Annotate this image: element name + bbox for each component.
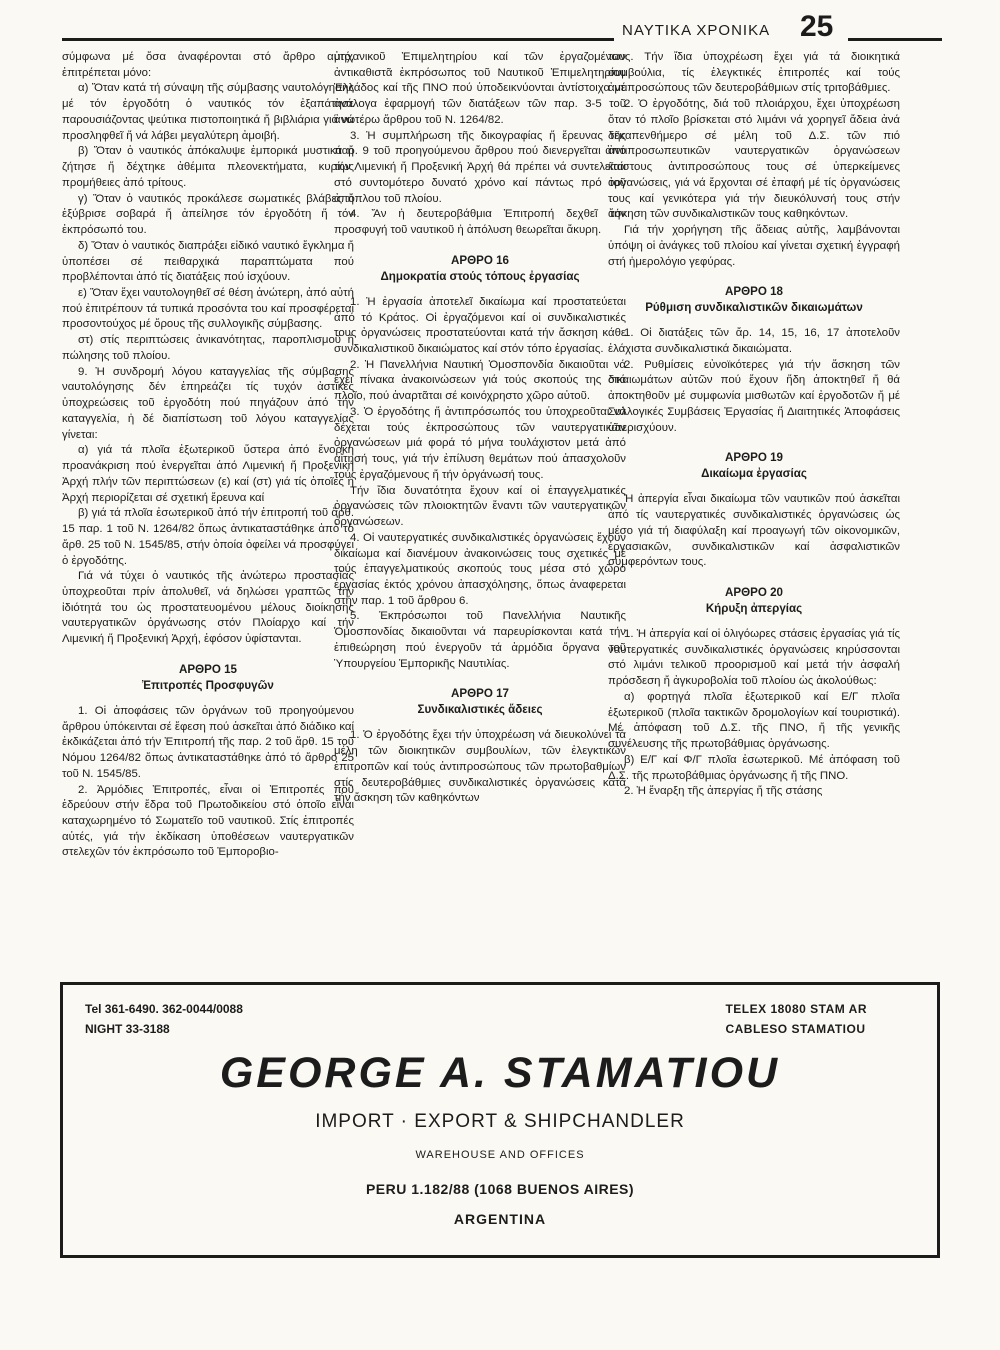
header-rule-right [848,38,942,41]
article-heading: ΑΡΘΡΟ 16 [451,253,509,267]
paragraph: γ) Ὅταν ὁ ναυτικός προκάλεσε σωματικές βλάβες ἤ ἐξύβρισε σοβαρά ἤ ἀπείλησε τόν ἐργοδότη ἤ τόν ἐκπρόσωπό του. [62,192,354,237]
header-rule-left [62,38,614,41]
article-heading: ΑΡΘΡΟ 20 [725,586,783,600]
ad-subtitle: IMPORT · EXPORT & SHIPCHANDLER [315,1111,685,1132]
paragraph: 1. Ἡ ἀπεργία καί οἱ ὀλιγόωρες στάσεις ἐργασίας γιά τίς ναυτεργατικές συνδικαλιστικές ὀργανώσεις κηρύσσονται στό λιμάνι τελικοῦ προορισμοῦ καί μετά τήν ἀσφαλή πρόσδεση ἤ ἀγκυροβολία τοῦ πλοίου ὡς ἀκολούθως: [608,628,900,688]
ad-night: NIGHT 33-3188 [85,1022,170,1037]
paragraph: 2. Ρυθμίσεις εὐνοϊκότερες γιά τήν ἄσκηση τῶν δικαιωμάτων αὐτῶν πού ἔχουν ἤδη ἀποκτηθεῖ ἤ θά ἀποκτηθοῦν μέ συμφωνία μισθωτῶν καί ἐργοδοτῶν ἤ μέ Συλλογικές Συμβάσεις Ἐργασίας ἤ Διαιτητικές Ἀποφάσεις ὑπερισχύουν. [608,358,900,434]
paragraph: 3. Ἡ συμπλήρωση τῆς δικογραφίας ἤ ἔρευνας τῆς παρ. 9 τοῦ προηγούμενου ἄρθρου πού διενεργεῖται ἀπό τήν Λιμενική ἤ Προξενική Ἀρχή θά πρέπει νά συντελεῖται στό συντομότερο δυνατό χρόνο καί πάντως πρό τοῦ ἀπόπλου τοῦ πλοίου. [334,129,626,205]
paragraph: 2. Ἡ ἔναρξη τῆς ἀπεργίας ἤ τῆς στάσης [624,785,823,798]
paragraph: 1. Οἱ ἀποφάσεις τῶν ὀργάνων τοῦ προηγούμενου ἄρθρου ὑπόκεινται σέ ἔφεση πού ἀσκεῖται ἀπό διάδικο καί ἐκδικάζεται ἀπό τήν Ἐπιτροπή τῆς παρ. 2 τοῦ ἄρθ. 15 τοῦ Νόμου 1264/82 ὅπως ἀντικαταστάθηκε ἀπό τό ἄρθρο 25 τοῦ Ν. 1545/85. [62,704,354,780]
paragraph: δ) Ὅταν ὁ ναυτικός διαπράξει εἰδικό ναυτικό ἔγκλημα ἤ ὑποπέσει σέ πειθαρχικά παραπτώματα πού προβλέπονται ἀπό τίς διατάξεις πού ἰσχύουν. [62,239,354,284]
paragraph: ε) Ὅταν ἔχει ναυτολογηθεῖ σέ θέση ἀνώτερη, ἀπό αὐτή πού ἐπιτρέπουν τά τυπικά προσόντα του καί προσφέρεται προσοντούχος μέ ὅρους τῆς συλλογικῆς σύμβασης. [62,287,354,331]
paragraph: Γιά νά τύχει ὁ ναυτικός τῆς ἀνώτερω προστασίας ὑποχρεοῦται πρίν ἀπολυθεῖ, νά δηλώσει γραπτῶς τήν ἰδιότητά του ὡς προστατευομένου μέλους διοίκησης ναυτεργατικῶν ὀργάνωσης στόν Πλοίαρχο καί τήν Λιμενική ἤ Προξενική Ἀρχή, ἐφόσον ὑφίστανται. [62,570,354,646]
paragraph: α) Ὅταν κατά τή σύναψη τῆς σύμβασης ναυτολόγησης μέ τόν ἐργοδότη ὁ ναυτικός τόν ἐξαπάτησε παρουσιάζοντας ψεύτικα πιστοποιητικά ἤ βιβλιάρια γιά νά προσληφθεῖ ἤ νά λάβει μεγαλύτερη ἀμοιβή. [62,82,354,142]
paragraph: 4. Οἱ ναυτεργατικές συνδικαλιστικές ὀργανώσεις ἔχουν δικαίωμα καί διανέμουν ἀνακοινώσεις τους σχετικές μέ τούς ἐπαγγελματικούς σκοπούς τους μέσα στό χῶρο ἐργασίας ἐκτός χρόνου ἀπασχόλησης, ὅπως ἀναφερεται στήν παρ. 1 τοῦ ἄρθρου 6. [334,531,626,607]
article-subheading: Ρύθμιση συνδικαλιστικῶν δικαιωμάτων [645,301,863,315]
page-number: 25 [800,10,834,43]
article-heading: ΑΡΘΡΟ 15 [179,662,237,676]
paragraph: α) φορτηγά πλοῖα ἐξωτερικοῦ καί Ε/Γ πλοῖα ἐξωτερικοῦ (πλοῖα τακτικῶν δρομολογίων καί τουριστικά). Μέ ἀπόφαση τοῦ Δ.Σ. τῆς ΠΝΟ, ἤ τῆς γενικῆς συνέλευσης τῆς πρωτοβάθμιας ὀργάνωσης. [608,690,900,751]
paragraph: Ἡ ἀπεργία εἶναι δικαίωμα τῶν ναυτικῶν πού ἀσκεῖται ἀπό τίς ναυτεργατικές συνδικαλιστικές ὀργανώσεις ὡς μέσο γιά τή διαφύλαξη καί προαγωγή τῶν οἰκονομικῶν, ἐργασιακῶν, συνδικαλιστικῶν καί ἀσφαλιστικῶν συμφερόντων τους. [608,493,900,569]
article-subheading: Κήρυξη ἀπεργίας [705,602,803,616]
paragraph: β) Ὅταν ὁ ναυτικός ἀπόκαλυψε ἐμπορικά μυστικά ἤ ζήτησε ἤ δέχτηκε ἀθέμιτα πλεονεκτήματα, κυρίως προμήθειες ἀπό τρίτους. [62,145,354,189]
paragraph: σύμφωνα μέ ὅσα ἀναφέρονται στό ἄρθρο αὐτό, ἐπιτρέπεται μόνο: [62,51,354,79]
paragraph: 9. Ἡ συνδρομή λόγου καταγγελίας τῆς σύμβασης ναυτολόγησης δέν ἐπηρεάζει τίς τυχόν ἀστικές ὑποχρεώσεις τοῦ ἐργοδότη πού πηγάζουν ἀπό τήν καταγγελία, ἡ δέ διαπίστωση τοῦ λόγου καταγγελίας γίνεται: [62,365,354,441]
text-column-2 [334,50,626,807]
paragraph: 3. Ὁ ἐργοδότης ἤ ἀντιπρόσωπός του ὑποχρεοῦται νά δέχεται τούς ἐκπροσώπους τῶν ναυτεργατικῶν ὀργανώσεων μιά φορά τό μήνα τουλάχιστον μετά ἀπό αἴτησή τους, γιά τήν ἐπίλυση θεμάτων πού ἀπασχολοῦν τούς ἐργαζόμενους ἤ τήν ὀργάνωσή τους. [334,405,626,481]
article-subheading: Ἐπιτροπές Προσφυγῶν [142,678,274,692]
paragraph: 2. Ἡ Πανελλήνια Ναυτική Ὁμοσπονδία δικαιοῦται νά ἔχει πίνακα ἀνακοινώσεων γιά τούς σκοπούς της στό πλοῖο, πού ἀναρτᾶται σέ κοινόχρηστο χῶρο αὐτοῦ. [334,358,626,403]
paragraph: Τήν ἴδια δυνατότητα ἔχουν καί οἱ ἐπαγγελματικές ὀργανώσεις τῶν πλοιοκτητῶν ἔναντι τῶν ναυτεργατικῶν ὀργανώσεων. [334,484,626,529]
article-subheading: Δημοκρατία στούς τόπους ἐργασίας [380,269,580,283]
paragraph: 1. Οἱ διατάξεις τῶν ἄρ. 14, 15, 16, 17 ἀποτελοῦν ἐλάχιστα συνδικαλιστικά δικαιώματα. [608,327,900,355]
paragraph: 2. Ὁ ἐργοδότης, διά τοῦ πλοιάρχου, ἔχει ὑποχρέωση ὅταν τό πλοῖο βρίσκεται στό λιμάνι νά χορηγεῖ ἄδεια ἀνά δεκαπενθήμερο σέ μέλη τοῦ Δ.Σ. τῶν πιό ἀντιπροσωπευτικῶν ναυτεργατικῶν ὀργανώσεων καίστους ἀντιπροσώπους τους σέ ὑπερκείμενες ὀργανώσεις, γιά νά ἔρχονται σέ ἐπαφή μέ τίς ὀργανώσεις τους καί γενικότερα γιά τήν διευκόλυνσή τους στήν ἄσκηση τῶν συνδικαλιστικῶν τους καθηκόντων. [608,98,900,221]
ad-telex: TELEX 18080 STAM AR [725,1002,867,1016]
paragraph: β) Ε/Γ καί Φ/Γ πλοῖα ἐσωτερικοῦ. Μέ ἀπόφαση τοῦ Δ.Σ. τῆς πρωτοβάθμιας ὀργάνωσης ἤ τῆς ΠΝΟ. [608,753,900,782]
publication-title: ΝΑΥΤΙΚΑ ΧΡΟΝΙΚΑ [622,22,771,39]
paragraph: 1. Ἡ ἐργασία ἀποτελεῖ δικαίωμα καί προστατεύεται ἀπό τό Κράτος. Οἱ ἐργαζόμενοι καί οἱ συνδικαλιστικές τους ὀργανώσεις προστατεύονται κατά τήν ἄσκηση κάθε συνδικαλιστικοῦ δικαιώματος καί στόν τόπο ἐργασίας. [334,295,626,355]
ad-cable: CABLESO STAMATIOU [725,1022,866,1037]
ad-tel: Tel 361-6490. 362-0044/0088 [85,1002,243,1016]
paragraph: Γιά τήν χορήγηση τῆς ἄδειας αὐτῆς, λαμβάνονται ὑπόψη οἱ ἀνάγκες τοῦ πλοίου καί γίνεται σχετική ἐγγραφή στή ἡμερολόγιο γεφύρας. [608,224,900,268]
ad-company-name: GEORGE A. STAMATIOU [219,1049,781,1097]
article-heading: ΑΡΘΡΟ 19 [725,451,783,465]
paragraph: β) γιά τά πλοῖα ἐσωτερικοῦ ἀπό τήν ἐπιτροπή τοῦ ἄρθ. 15 παρ. 1 τοῦ Ν. 1264/82 ὅπως ἀντικαταστάθηκε ἀπό τό ἄρθ. 25 τοῦ Ν. 1545/85, στήν ὁποία ὀφείλει νά προσφύγει ὁ ἐργοδότης. [62,507,354,567]
paragraph: 2. Ἁρμόδιες Ἐπιτροπές, εἶναι οἱ Ἐπιτροπές πού ἑδρεύουν στήν ἕδρα τοῦ Πρωτοδικείου στό ὁποῖο εἶναι καταχωρημένο τό Σωματεῖο τοῦ ναυτικοῦ. Στίς ἐπιτροπές αὐτές, γιά τήν ἐκδίκαση ὑποθέσεων ναυτεργατικῶν στελεχῶν τόν ἐκπρόσωπο τοῦ Ἐμποροβιο- [62,783,354,859]
ad-contact-right [725,999,867,1040]
article-subheading: Συνδικαλιστικές ἄδειες [417,703,543,717]
ad-country: ARGENTINA [453,1211,547,1227]
article-subheading: Δικαίωμα ἐργασίας [701,467,807,481]
paragraph: 1. Ὁ ἐργοδότης ἔχει τήν ὑποχρέωση νά διευκολύνει τά μέλη τῶν διοικητικῶν συμβουλίων, τῶν ἐλεγκτικῶν ἐπιτροπῶν καί τούς ἀντιπροσώπους τῶν πρωτοβαθμίων στίς δευτεροβάθμιες συνδικαλιστικές ὀργανώσεις κατά τήν ἄσκηση τῶν καθηκόντων [334,729,626,805]
text-column-3 [608,50,900,800]
paragraph: μηχανικοῦ Ἐπιμελητηρίου καί τῶν ἐργαζομένων ἀντικαθιστᾶ ἐκπρόσωπος τοῦ Ναυτικοῦ Ἐπιμελητηρίου Ἑλλάδος καί τῆς ΠΝΟ πού ὑποδεικνύονται ἀντίστοιχα μέ ἀνάλογα ἐφαρμογή τῶν διατάξεων τῶν παρ. 3-5 τοῦ ἀνωτέρω ἄρθρου τοῦ Ν. 1264/82. [334,51,626,126]
ad-contact-left [85,999,243,1040]
paragraph: τους. Τήν ἴδια ὑποχρέωση ἔχει γιά τά διοικητικά συμβούλια, τίς ἐλεγκτικές ἐπιτροπές καί τούς ἀντιπροσώπους τῶν δευτεροβάθμιων στίς τριτοβάθμιες. [608,51,900,95]
paragraph: 4. Ἄν ἡ δευτεροβάθμια Ἐπιτροπή δεχθεῖ τήν προσφυγή τοῦ ναυτικοῦ ἡ ἀπόλυση θεωρεῖται ἄκυρη. [334,208,626,237]
article-heading: ΑΡΘΡΟ 18 [725,285,783,299]
paragraph: στ) στίς περιπτώσεις ἀνικανότητας, παροπλισμοῦ ἤ πώλησης τοῦ πλοίου. [62,334,354,362]
paragraph: 5. Ἐκπρόσωποι τοῦ Πανελλήνια Ναυτικῆς Ὁμοσπονδίας δικαιοῦνται νά παρευρίσκονται κατά τήν ἐπιθεώρηση πού ἐνεργοῦν τά ἁρμόδια ὄργανα τοῦ Ὑπουργείου Ἐμπορικῆς Ναυτιλίας. [334,610,626,670]
ad-address: PERU 1.182/88 (1068 BUENOS AIRES) [365,1181,635,1197]
article-heading: ΑΡΘΡΟ 17 [451,687,509,701]
ad-warehouse: WAREHOUSE AND OFFICES [415,1149,585,1161]
advertisement [60,982,940,1258]
paragraph: α) γιά τά πλοῖα ἐξωτερικοῦ ὕστερα ἀπό ἔνορκη προανάκριση πού ἐνεργεῖται ἀπό Λιμενική ἤ Προξενική Ἀρχή πλήν τῶν περιπτώσεων (ε) καί (στ) γιά τίς ὁποῖες ἡ Ἀρχή περιορίζεται σέ σχετική ἔρευνα καί [62,444,354,504]
text-column-1 [62,50,354,861]
